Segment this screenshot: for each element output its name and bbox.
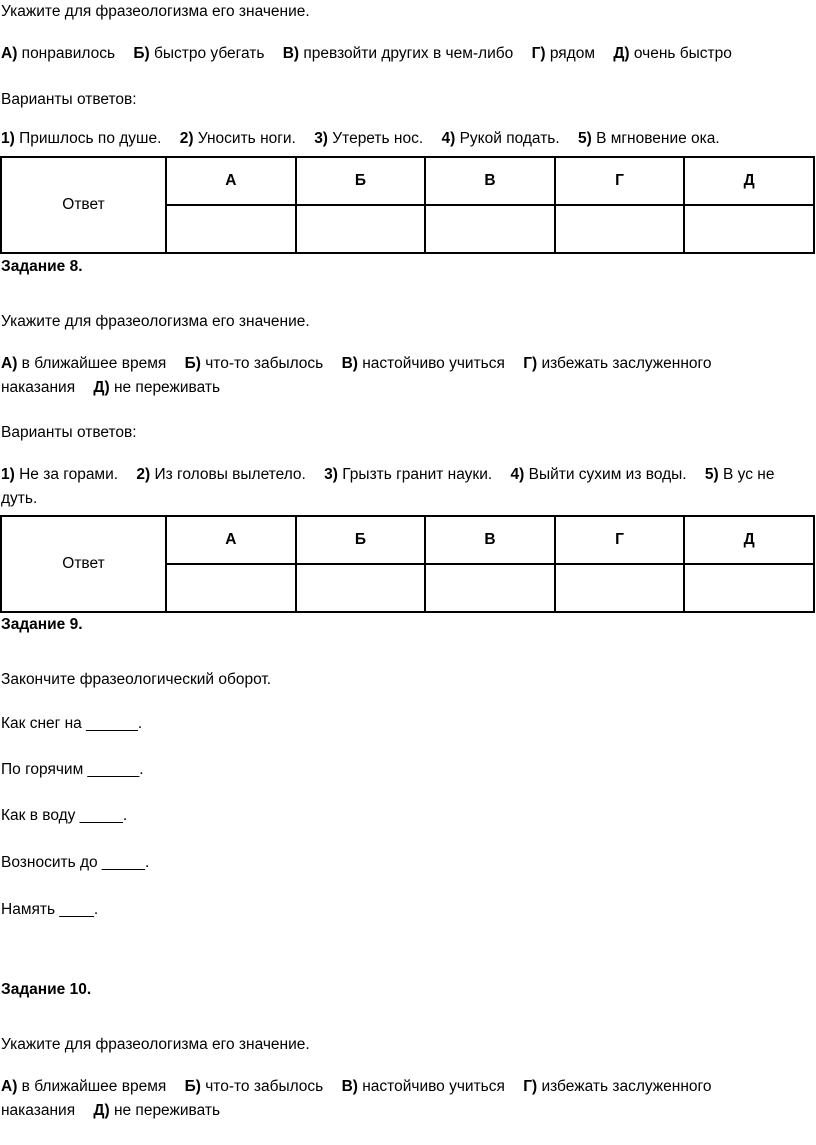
t7-options: 1) Пришлось по душе. 2) Уносить ноги. 3) Утереть нос. 4) Рукой подать. 5) В мгновение ока. bbox=[1, 130, 720, 147]
t7-col-header: Д bbox=[684, 157, 814, 205]
t10-meanings-line1: А) в ближайшее время Б) что-то забылось В) настойчиво учиться Г) избежать заслуженного bbox=[1, 1078, 712, 1095]
t9-item: Намять ____. bbox=[1, 901, 99, 918]
t7-variants-label: Варианты ответов: bbox=[1, 91, 137, 108]
t9-title: Задание 9. bbox=[1, 616, 83, 633]
t8-title: Задание 8. bbox=[1, 258, 83, 275]
t7-answer-label: Ответ bbox=[1, 157, 166, 253]
t8-instruction: Укажите для фразеологизма его значение. bbox=[1, 313, 310, 330]
t9-item: Как в воду _____. bbox=[1, 807, 128, 824]
t8-answer-cell[interactable] bbox=[555, 564, 685, 612]
t7-col-header: Г bbox=[555, 157, 685, 205]
t8-col-header: Д bbox=[684, 516, 814, 564]
t7-col-header: А bbox=[166, 157, 296, 205]
t7-col-header: Б bbox=[296, 157, 426, 205]
t8-answer-label: Ответ bbox=[1, 516, 166, 612]
t7-meanings: А) понравилось Б) быстро убегать В) превзойти других в чем-либо Г) рядом Д) очень быстро bbox=[1, 45, 732, 62]
t9-item: Как снег на ______. bbox=[1, 715, 143, 732]
t8-col-header: Б bbox=[296, 516, 426, 564]
t9-item: Возносить до _____. bbox=[1, 854, 150, 871]
t10-title: Задание 10. bbox=[1, 981, 92, 998]
t10-instruction: Укажите для фразеологизма его значение. bbox=[1, 1036, 310, 1053]
t7-instruction: Укажите для фразеологизма его значение. bbox=[1, 3, 310, 20]
t7-answer-cell[interactable] bbox=[296, 205, 426, 253]
t9-item: По горячим ______. bbox=[1, 761, 144, 778]
t8-meanings-line1: А) в ближайшее время Б) что-то забылось В) настойчиво учиться Г) избежать заслуженного bbox=[1, 355, 712, 372]
t8-variants-label: Варианты ответов: bbox=[1, 424, 137, 441]
t9-instruction: Закончите фразеологический оборот. bbox=[1, 671, 272, 688]
t7-answer-cell[interactable] bbox=[684, 205, 814, 253]
t8-col-header: А bbox=[166, 516, 296, 564]
t8-answer-table bbox=[0, 515, 815, 613]
t8-col-header: В bbox=[425, 516, 555, 564]
t8-col-header: Г bbox=[555, 516, 685, 564]
t7-answer-cell[interactable] bbox=[166, 205, 296, 253]
t8-answer-cell[interactable] bbox=[296, 564, 426, 612]
t8-answer-cell[interactable] bbox=[425, 564, 555, 612]
t8-options-wrap: дуть. bbox=[1, 490, 38, 507]
t8-answer-cell[interactable] bbox=[166, 564, 296, 612]
t7-answer-table bbox=[0, 156, 815, 254]
t8-answer-cell[interactable] bbox=[684, 564, 814, 612]
t7-col-header: В bbox=[425, 157, 555, 205]
t7-answer-cell[interactable] bbox=[555, 205, 685, 253]
t8-meanings-line2: наказания Д) не переживать bbox=[1, 379, 221, 396]
t7-answer-cell[interactable] bbox=[425, 205, 555, 253]
t8-options: 1) Не за горами. 2) Из головы вылетело. 3) Грызть гранит науки. 4) Выйти сухим из воды. 5) В ус не bbox=[1, 466, 775, 483]
t10-meanings-line2: наказания Д) не переживать bbox=[1, 1102, 221, 1119]
